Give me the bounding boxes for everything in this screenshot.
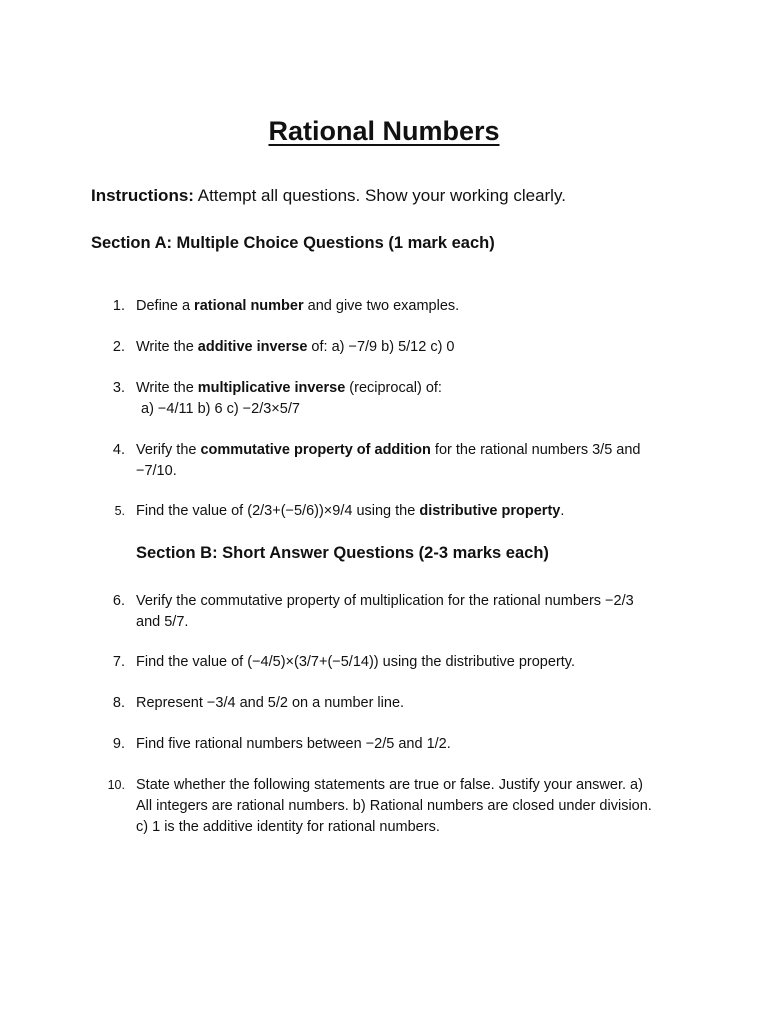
question-text bbox=[136, 440, 676, 482]
question-text-line2: −7/10. bbox=[136, 463, 177, 479]
question-number: 9. bbox=[112, 736, 125, 752]
question-text-post: (reciprocal) of: bbox=[345, 380, 442, 396]
question-number: 3. bbox=[112, 380, 125, 396]
question-text bbox=[136, 337, 676, 358]
section-b-heading: Section B: Short Answer Questions (2-3 marks each) bbox=[136, 544, 549, 562]
question-number: 4. bbox=[112, 442, 125, 458]
instructions bbox=[91, 186, 566, 206]
question-text: Find five rational numbers between −2/5 and 1/2. bbox=[136, 736, 451, 752]
question-text-line2: a) −4/11 b) 6 c) −2/3×5/7 bbox=[141, 401, 300, 417]
question-text-line3: c) 1 is the additive identity for rational numbers. bbox=[136, 819, 440, 835]
question-text-pre: Define a bbox=[136, 298, 195, 314]
question-number: 6. bbox=[112, 593, 125, 609]
question-text bbox=[136, 591, 676, 633]
question-text-pre: Find the value of (2/3+(−5/6))×9/4 using the bbox=[136, 503, 420, 519]
question-key-term: commutative property of addition bbox=[200, 442, 431, 458]
question-text-line2: All integers are rational numbers. b) Rational numbers are closed under division. bbox=[136, 798, 652, 814]
question-number: 2. bbox=[112, 339, 125, 355]
question-text bbox=[136, 775, 676, 838]
question-text bbox=[136, 296, 676, 317]
question-text-pre: Write the bbox=[136, 380, 198, 396]
section-a-heading: Section A: Multiple Choice Questions (1 mark each) bbox=[91, 234, 495, 252]
page-title: Rational Numbers bbox=[268, 116, 500, 146]
question-key-term: multiplicative inverse bbox=[197, 380, 346, 396]
question-text bbox=[136, 501, 676, 522]
instructions-text: Attempt all questions. Show your working clearly. bbox=[193, 186, 566, 205]
question-number: 1. bbox=[112, 298, 125, 314]
question-number: 7. bbox=[112, 654, 125, 670]
question-text-line2: and 5/7. bbox=[136, 614, 189, 630]
question-key-term: distributive property bbox=[419, 503, 561, 519]
instructions-label: Instructions: bbox=[91, 186, 194, 205]
question-text-pre: Verify the bbox=[136, 442, 201, 458]
question-text-post: of: a) −7/9 b) 5/12 c) 0 bbox=[307, 339, 455, 355]
question-text-post: for the rational numbers 3/5 and bbox=[430, 442, 641, 458]
question-key-term: rational number bbox=[194, 298, 304, 314]
question-text: Represent −3/4 and 5/2 on a number line. bbox=[136, 695, 405, 711]
question-text-line1: Verify the commutative property of multiplication for the rational numbers −2/3 bbox=[136, 593, 634, 609]
question-text-line1: State whether the following statements are true or false. Justify your answer. a) bbox=[136, 777, 643, 793]
question-text-post: and give two examples. bbox=[303, 298, 460, 314]
question-text-pre: Write the bbox=[136, 339, 198, 355]
question-key-term: additive inverse bbox=[197, 339, 308, 355]
question-number: 8. bbox=[112, 695, 125, 711]
question-number: 10. bbox=[107, 778, 125, 792]
question-text-post: . bbox=[560, 503, 565, 519]
question-number: 5. bbox=[114, 504, 125, 518]
question-text: Find the value of (−4/5)×(3/7+(−5/14)) using the distributive property. bbox=[136, 654, 576, 670]
question-text bbox=[136, 378, 676, 420]
